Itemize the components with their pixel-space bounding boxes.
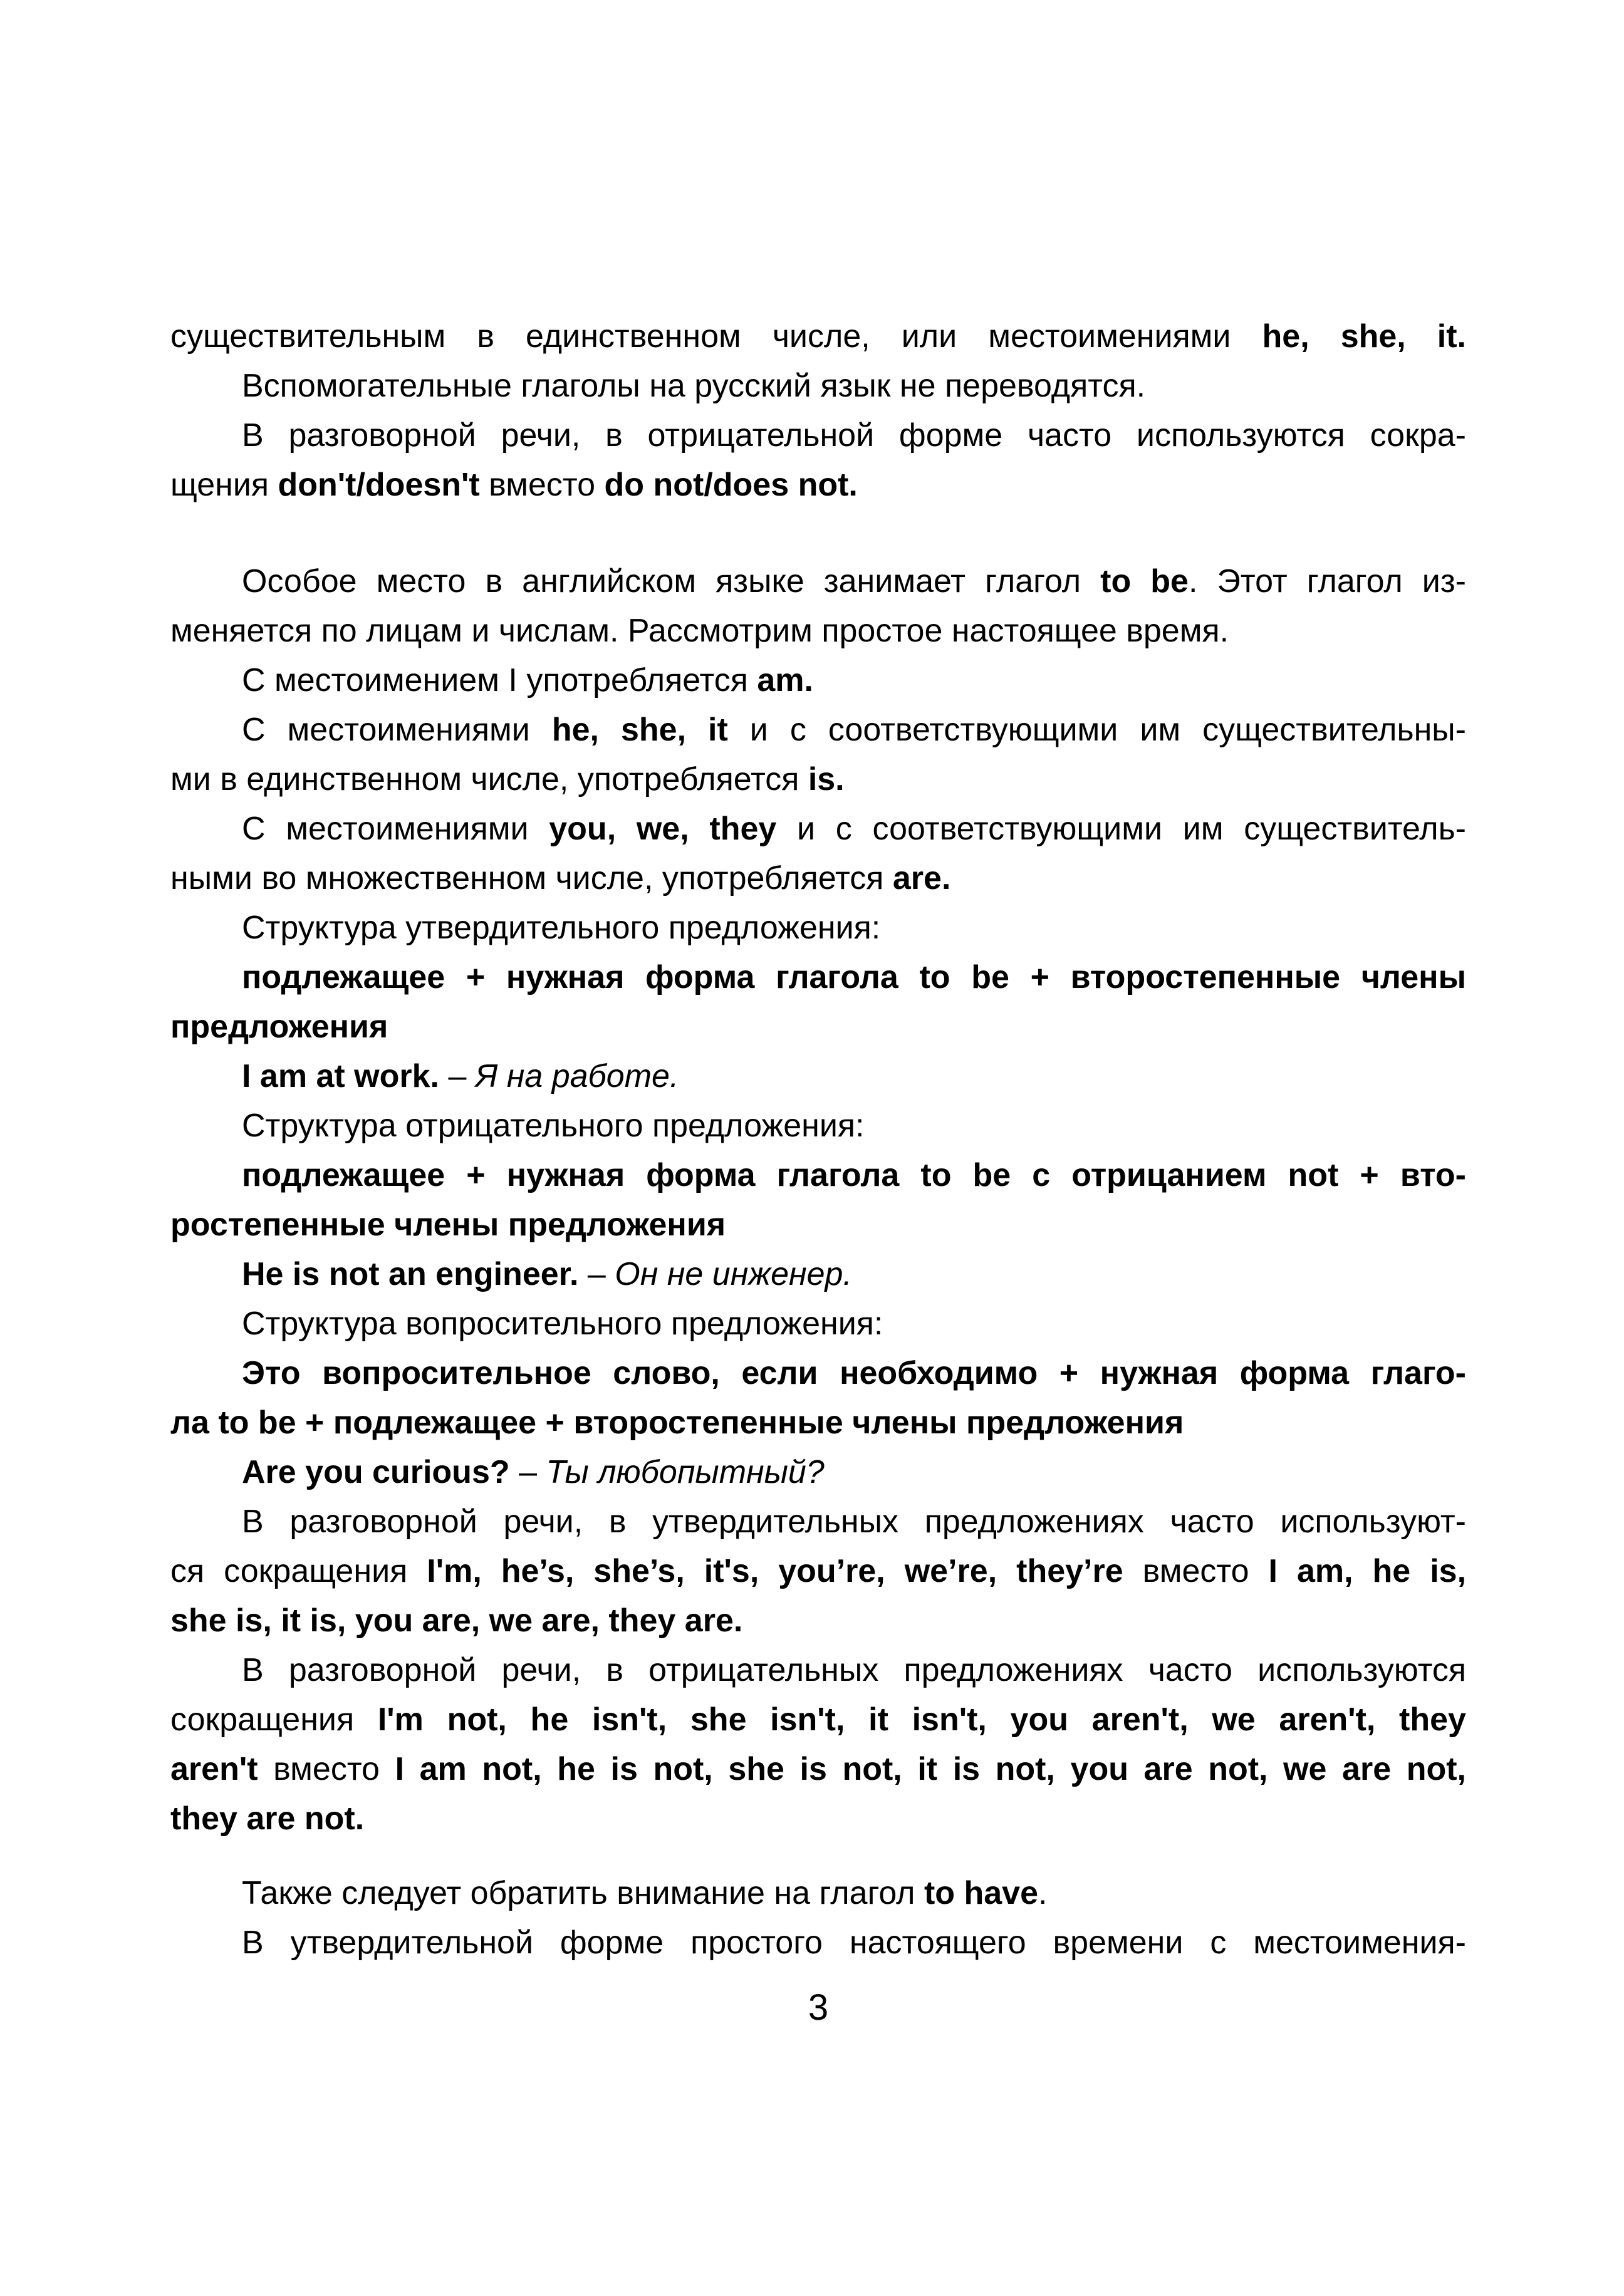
text-run: подлежащее + нужная форма глагола to be с отрицанием not + вто- xyxy=(242,1157,1466,1193)
text-line xyxy=(170,1547,1466,1596)
text-run: В разговорной речи, в утвердительных предложениях часто используют- xyxy=(242,1504,1466,1540)
text-line xyxy=(170,1448,1466,1497)
text-run: aren't xyxy=(170,1751,258,1787)
text-line xyxy=(170,361,1466,411)
text-line xyxy=(170,854,1466,903)
text-line xyxy=(170,1250,1466,1299)
text-run: you, we, they xyxy=(549,811,777,847)
text-run: don't/doesn't xyxy=(278,467,480,503)
text-run: ла to be + подлежащее + второстепенные члены предложения xyxy=(170,1405,1184,1441)
text-line xyxy=(170,656,1466,705)
text-run: Он не инженер. xyxy=(615,1256,852,1292)
text-run: he, she, it xyxy=(551,712,728,748)
text-run: to be xyxy=(1100,563,1189,600)
text-run: ся сокращения xyxy=(170,1553,427,1589)
text-run: they are not. xyxy=(170,1800,365,1837)
text-line xyxy=(170,1398,1466,1448)
text-run: В утвердительной форме простого настоящего времени с местоимения- xyxy=(242,1925,1466,1961)
text-run: I am not, he is not, she is not, it is not, you are not, we are not, xyxy=(395,1751,1466,1787)
text-line xyxy=(170,460,1466,510)
text-line xyxy=(170,1869,1466,1918)
text-run: и с соответствующими им существитель- xyxy=(776,811,1466,847)
text-run: Также следует обратить внимание на глагол xyxy=(242,1875,924,1911)
text-line xyxy=(170,1052,1466,1101)
text-line xyxy=(170,804,1466,854)
text-run: Особое место в английском языке занимает глагол xyxy=(242,563,1101,600)
text-run: ростепенные члены предложения xyxy=(170,1207,726,1243)
text-run: С местоимениями xyxy=(242,712,552,748)
text-line xyxy=(170,1151,1466,1200)
text-line xyxy=(170,1101,1466,1151)
text-run: вместо xyxy=(1123,1553,1269,1589)
paragraph-gap xyxy=(170,510,1466,557)
text-run: Ты любопытный? xyxy=(546,1454,825,1490)
text-line xyxy=(170,705,1466,755)
text-run: she is, it is, you are, we are, they are. xyxy=(170,1603,743,1639)
text-run: С местоимениями xyxy=(242,811,549,847)
text-line xyxy=(170,1299,1466,1349)
text-run: В разговорной речи, в отрицательной форме часто используются сокра- xyxy=(242,417,1466,454)
text-run: he, she, it. xyxy=(1262,318,1466,355)
text-run: ми в единственном числе, употребляется xyxy=(170,761,808,797)
text-line xyxy=(170,903,1466,953)
text-run: He is not an engineer. xyxy=(242,1256,579,1292)
text-run: to have xyxy=(924,1875,1039,1911)
text-line xyxy=(170,1002,1466,1052)
text-run: – xyxy=(439,1058,476,1094)
text-line xyxy=(170,755,1466,804)
text-run: do not/does not. xyxy=(604,467,858,503)
text-run: меняется по лицам и числам. Рассмотрим простое настоящее время. xyxy=(170,613,1229,649)
text-line xyxy=(170,1695,1466,1745)
text-run: I am at work. xyxy=(242,1058,439,1094)
text-run: Are you curious? xyxy=(242,1454,510,1490)
text-line xyxy=(170,606,1466,656)
text-run: предложения xyxy=(170,1009,388,1045)
text-line xyxy=(170,953,1466,1002)
page-number: 3 xyxy=(808,1987,829,2028)
text-run: вместо xyxy=(479,467,605,503)
text-run: Структура утвердительного предложения: xyxy=(242,910,881,946)
text-line xyxy=(170,1200,1466,1250)
text-run: . Этот глагол из- xyxy=(1188,563,1467,600)
text-line xyxy=(170,312,1466,361)
text-run: щения xyxy=(170,467,278,503)
text-line xyxy=(170,1918,1466,1968)
text-run: – xyxy=(509,1454,546,1490)
text-line xyxy=(170,1497,1466,1547)
text-line xyxy=(170,557,1466,606)
text-line xyxy=(170,1596,1466,1646)
text-run: I am, he is, xyxy=(1268,1553,1467,1589)
text-run: сокращения xyxy=(170,1701,378,1738)
text-run: . xyxy=(1038,1875,1048,1911)
text-run: В разговорной речи, в отрицательных предложениях часто используются xyxy=(242,1652,1466,1688)
text-run: Вспомогательные глаголы на русский язык не переводятся. xyxy=(242,368,1146,404)
text-run: существительным в единственном числе, или местоимениями xyxy=(170,318,1262,355)
paragraph-gap xyxy=(170,1844,1466,1869)
text-run: Структура вопросительного предложения: xyxy=(242,1306,883,1342)
text-line xyxy=(170,1745,1466,1794)
text-line xyxy=(170,1349,1466,1398)
text-run: Это вопросительное слово, если необходимо + нужная форма глаго- xyxy=(242,1355,1466,1391)
text-line xyxy=(170,1646,1466,1695)
text-run: Я на работе. xyxy=(475,1058,679,1094)
text-run: подлежащее + нужная форма глагола to be + второстепенные члены xyxy=(242,959,1466,995)
text-run: I'm, he’s, she’s, it's, you’re, we’re, they’re xyxy=(427,1553,1123,1589)
text-run: I'm not, he isn't, she isn't, it isn't, you aren't, we aren't, they xyxy=(377,1701,1466,1738)
text-run: ными во множественном числе, употребляется xyxy=(170,860,893,896)
text-run: am. xyxy=(757,662,813,699)
text-line xyxy=(170,411,1466,460)
text-run: Структура отрицательного предложения: xyxy=(242,1108,865,1144)
page-text-block xyxy=(170,312,1466,1968)
text-run: и с соответствующими им существительны- xyxy=(727,712,1466,748)
text-run: вместо xyxy=(258,1751,395,1787)
text-line xyxy=(170,1794,1466,1844)
text-run: are. xyxy=(892,860,951,896)
text-run: С местоимением I употребляется xyxy=(242,662,757,699)
text-run: is. xyxy=(808,761,845,797)
text-run: – xyxy=(578,1256,615,1292)
